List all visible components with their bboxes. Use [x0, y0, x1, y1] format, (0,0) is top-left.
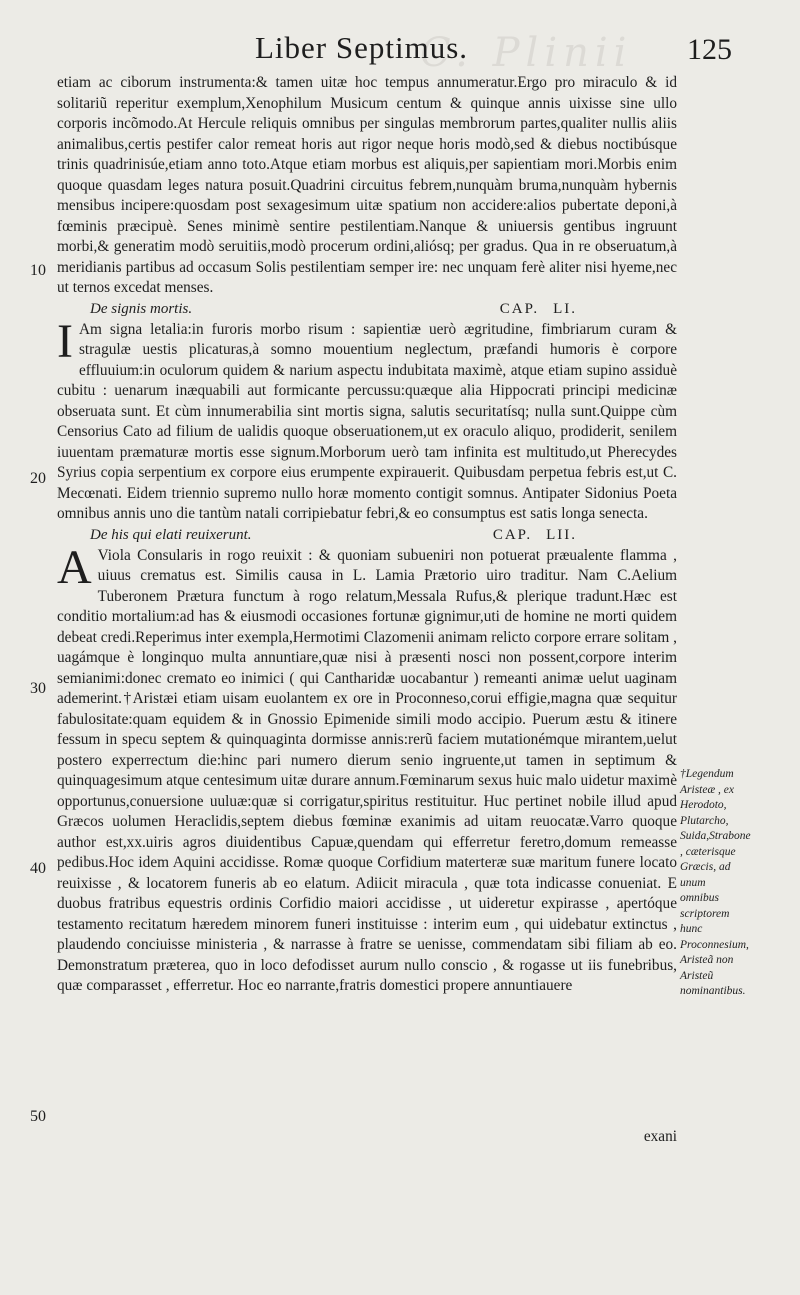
page-number: 125 — [687, 33, 732, 66]
chapter-51-heading — [57, 299, 677, 320]
chapter-52-text: Viola Consularis in rogo reuixit : & quoniam subueniri non potuerat præualente flamma , uiuus crematus est. Similis causa in L. Lamia Prætorio uiro traditur. Nam C.Aelium Tuberonem Prætura functum à rogo relatum,Messala Rufus,& plerique tradunt.Hæc est conditio mortalium:ad has & eiusmodi occasiones fortunæ gignimur,uti de homine ne morti quidem debeat credi.Reperimus inter exempla,Hermotimi Clazomenii animam relicto corpore errare solitam , uagámque è longinquo multa annuntiare,quæ nisi à præsenti nosci non possent,corpore interim semianimi:donec cremato eo inimici ( qui Cantharidæ uocabantur ) remeanti animæ uelut uaginam ademerint.†Aristæi etiam uisam euolantem ex ore in Proconneso,corui effigie,magna quæ sequitur fabulositate:quam equidem & in Gnossio Epimenide simili modo accipio. Puerum æstu & itinere fessum in specu septem & quinquaginta dormisse annis:rerũ faciem mutationémque mirantem,uelut postero experrectum die:hinc pari numero dierum senio ingruente,ut tamen in septimum & quinquagesimum atque centesimum uitæ durare annum.Fœminarum sexus huic malo uidetur maximè opportunus,conuersione uuluæ:quæ si corrigatur,spiritus restituitur. Huc pertinet nobile illud apud Græcos uolumen Heraclidis,septem diebus fœminæ exanimis ad uitam reuocatæ.Varro quoque author est,xx.uiris agros diuidentibus Capuæ,quendam qui efferretur feretro,domum remeasse pedibus.Hoc idem Aquini accidisse. Romæ quoque Corfidium materteræ suæ maritum funere locato reuixisse , & locatorem funeris ab eo elatum. Adiicit miracula , quæ tota indicasse conueniat. E duobus fratribus equestris ordinis Corfidio maiori accidisse , ut uideretur expirasse , apertóque testamento recitatum hæredem minorem funeri instituisse : interim eum , qui uidebatur extinctus , plaudendo conciuisse ministeria , & narrasse à fratre se uenisse, commendatam sibi filiam ab eo. Demonstratum præterea, quo in loco defodisset aurum nullo conscio , & rogasse ut iis funebribus, quæ comparasset , efferretur. Hoc eo narrante,fratris domestici propere annuntiauere — [57, 546, 677, 994]
line-number-10: 10 — [30, 262, 46, 279]
line-number-30: 30 — [30, 680, 46, 697]
chapter-51-title: De signis mortis. — [90, 300, 193, 317]
main-text-block — [57, 73, 677, 997]
chapter-51-number: LI. — [553, 300, 577, 317]
drop-cap-initial: I — [57, 314, 73, 368]
marginal-note: †Legendum Aristeæ , ex Herodoto, Plutarcho, Suida,Strabone , cæterisque Græcis, ad unum omnibus scriptorem hunc Proconnesium, Aristeã non Aristeũ nominantibus. — [680, 768, 751, 997]
chapter-51-text: Am signa letalia:in furoris morbo risum : sapientiæ uerò ægritudine, fimbriarum curam & stragulæ uestis plicaturas,à somno mouentium neglectum, præfandi humoris è corpore effluuium:in oculorum quidem & narium aspectu indubitata maximè, atque etiam supino assiduè cubitu : uenarum inæquabili aut formicante percussu:quæque alia Hippocrati principi medicinæ obseruata sunt. Et cùm innumerabilia sint mortis signa, salutis securitatísq; nulla sunt.Quippe cùm Censorius Cato ad filium de ualidis quoque obseruationem,ut ex oraculo aliquo, prodiderit, senilem iuuentam præmaturæ mortis esse signum.Morborum uerò tam infinita est multitudo,ut Pherecydes Syrius copia serpentium ex corpore eius erumpente expirauerit. Quibusdam perpetua febris est,ut C. Mecœnati. Eidem triennio supremo nullo horæ momento contigit somnus. Antipater Sidonius Poeta omnibus annis uno die tantùm natali corripiebatur febri,& eo consumptus est satis longa senecta. — [57, 320, 677, 522]
line-number-50: 50 — [30, 1108, 46, 1125]
line-number-40: 40 — [30, 860, 46, 877]
paragraph-continuation: etiam ac ciborum instrumenta:& tamen uitæ hoc tempus annumeratur.Ergo pro miraculo & id solitariũ reperitur exemplum,Xenophilum Musicum centum & quinque annis uixisse sine ullo corporis incõmodo.At Hercule reliquis omnibus per singulas membrorum partes,qualiter nullis aliis animalibus,certis pestifer calor remeat horis aut rigor neque horis modò,sed & diebus noctibúsque trinis quadrinisúe,etiam anno toto.Atque etiam morbus est aliquis,per sapientiam mori.Morbis enim quoque quasdam leges natura posuit.Quadrini circuitus febrem,nunquàm bruma,nunquàm hybernis mensibus incipere:quosdam post sexagesimum uitæ spatium non accidere:alios pubertate deponi,à fœminis præcipuè. Senes minimè sentire pestilentiam.Nanque & uniuersis gentibus ingruunt morbi,& generatim modò seruitiis,modò procerum ordini,aliósq; per gradus. Qua in re obseruatum,à meridianis partibus ad occasum Solis pestilentiam semper ire: nec unquam ferè aliter nisi hyeme,nec ut ternos excedat menses. — [57, 74, 677, 296]
chapter-52-heading — [57, 525, 677, 546]
chapter-52-paragraph — [57, 540, 677, 997]
catchword: exani — [643, 1128, 677, 1145]
chapter-51-paragraph — [57, 314, 677, 525]
chapter-52-title: De his qui elati reuixerunt. — [90, 526, 252, 543]
chapter-52-cap-label: CAP. — [492, 526, 533, 543]
show-through-text: C. Plinii — [420, 30, 633, 76]
running-title: Liber Septimus. — [255, 30, 469, 65]
chapter-52-number: LII. — [546, 526, 577, 543]
chapter-51-cap-label: CAP. — [499, 300, 540, 317]
drop-cap-initial: A — [57, 540, 92, 594]
line-number-20: 20 — [30, 470, 46, 487]
